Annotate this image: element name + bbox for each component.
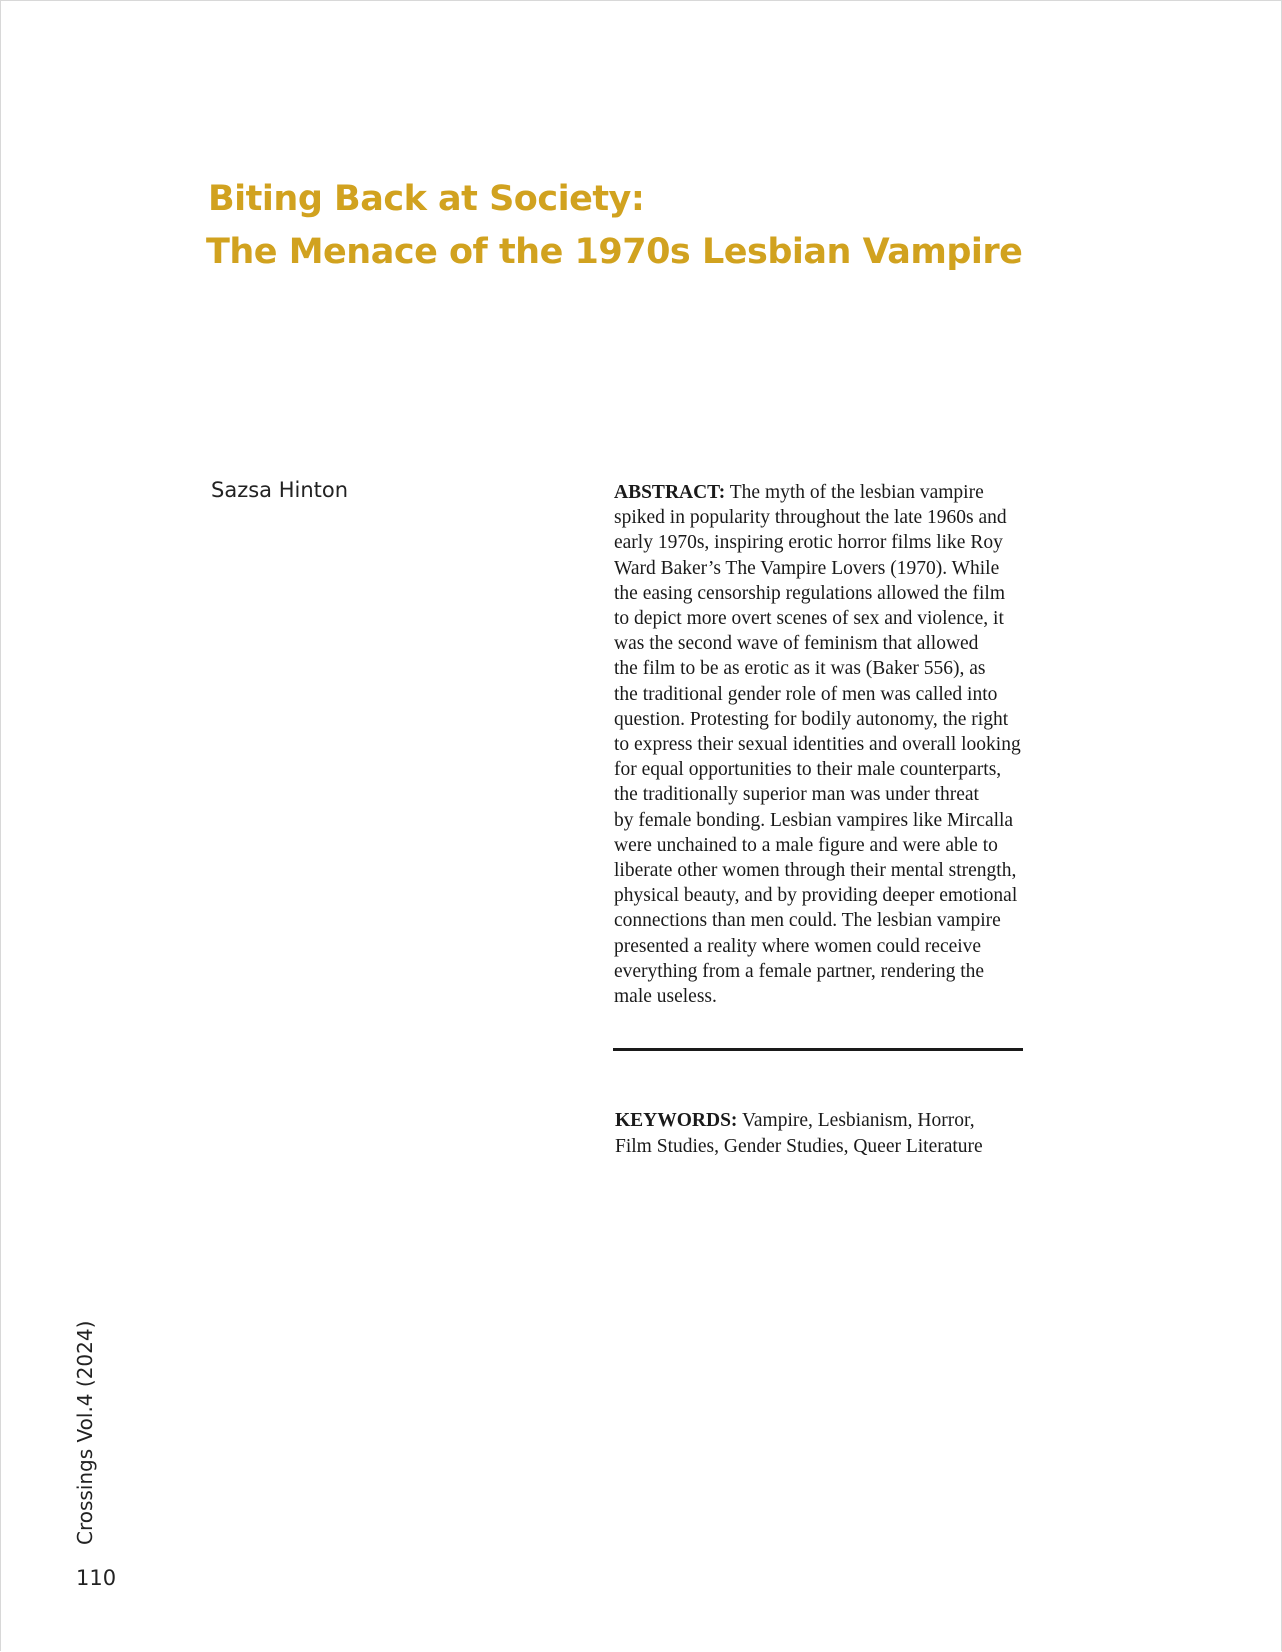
abstract-line: liberate other women through their mental strength, <box>614 860 1017 882</box>
page-number: 110 <box>76 1566 117 1590</box>
abstract-line: the traditionally superior man was under threat <box>614 784 979 806</box>
author-name: Sazsa Hinton <box>211 478 349 502</box>
abstract-line: the film to be as erotic as it was (Baker 556), as <box>614 658 986 680</box>
abstract-line: the easing censorship regulations allowed the film <box>614 582 1005 604</box>
keywords <box>615 1108 1045 1159</box>
abstract-line: Ward Baker’s The Vampire Lovers (1970). While <box>614 557 1000 579</box>
abstract-line: physical beauty, and by providing deeper emotional <box>614 885 1018 907</box>
abstract-line: was the second wave of feminism that allowed <box>614 633 979 655</box>
keywords-line <box>615 1108 1045 1134</box>
abstract-line: the traditional gender role of men was called into <box>614 683 998 705</box>
abstract-line: male useless. <box>614 986 717 1008</box>
abstract-line: early 1970s, inspiring erotic horror films like Roy <box>614 532 1003 554</box>
abstract-line <box>614 480 1044 505</box>
keywords-label: KEYWORDS: <box>615 1110 738 1131</box>
running-head: Crossings Vol.4 (2024) <box>73 1320 97 1545</box>
keywords-line: Film Studies, Gender Studies, Queer Literature <box>615 1135 983 1157</box>
abstract-line: presented a reality where women could receive <box>614 935 982 957</box>
keywords-line-text: Vampire, Lesbianism, Horror, <box>737 1110 975 1131</box>
abstract-line: connections than men could. The lesbian vampire <box>614 910 1001 932</box>
abstract-line: by female bonding. Lesbian vampires like Mircalla <box>614 809 1014 831</box>
abstract-line: to express their sexual identities and overall looking <box>614 734 1021 756</box>
title-line-1: Biting Back at Society: <box>208 179 645 219</box>
abstract-label: ABSTRACT: <box>614 482 726 503</box>
abstract <box>614 480 1044 1009</box>
abstract-line: were unchained to a male figure and were able to <box>614 834 998 856</box>
abstract-line: everything from a female partner, rendering the <box>614 960 985 982</box>
abstract-line: question. Protesting for bodily autonomy, the right <box>614 708 1009 730</box>
abstract-line: spiked in popularity throughout the late 1960s and <box>614 507 1007 529</box>
title-line-2: The Menace of the 1970s Lesbian Vampire <box>206 232 1023 272</box>
article-title <box>208 173 1022 279</box>
abstract-line: for equal opportunities to their male counterparts, <box>614 759 1002 781</box>
section-divider <box>613 1048 1023 1051</box>
abstract-line-text: The myth of the lesbian vampire <box>725 482 984 503</box>
abstract-line: to depict more overt scenes of sex and violence, it <box>614 608 1004 630</box>
